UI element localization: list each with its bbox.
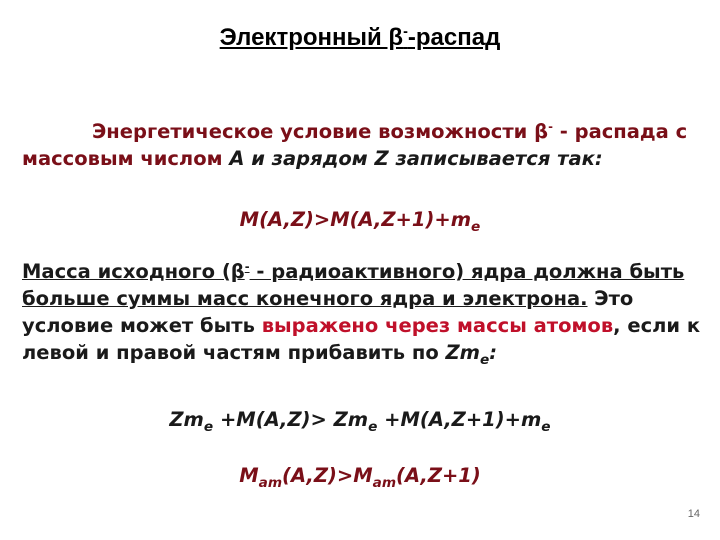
page-number: 14 (687, 508, 700, 520)
mass-condition-paragraph: Масса исходного (β- - радиоактивного) ядра должна быть больше суммы масс конечного ядра и электрона. Это условие может быть выражено через массы атомов, если к левой и правой частям прибавить по $Zm_e$: (22, 259, 701, 368)
energy-condition-paragraph: Энергетическое условие возможности β- - распада с массовым числом A и зарядом Z записывается так: (22, 119, 688, 170)
slide-title: Электронный β--распад (219, 24, 501, 51)
formula-atomic-masses: $M_{am}(A,Z)>M_{am}(A,Z+1)$ (239, 464, 481, 491)
formula-with-electrons: $Zm_e +M(A,Z)> Zm_e +M(A,Z+1)+m_e$ (169, 408, 551, 435)
formula-nuclear-masses: $M(A,Z)>M(A,Z+1)+m_e$ (239, 208, 481, 235)
